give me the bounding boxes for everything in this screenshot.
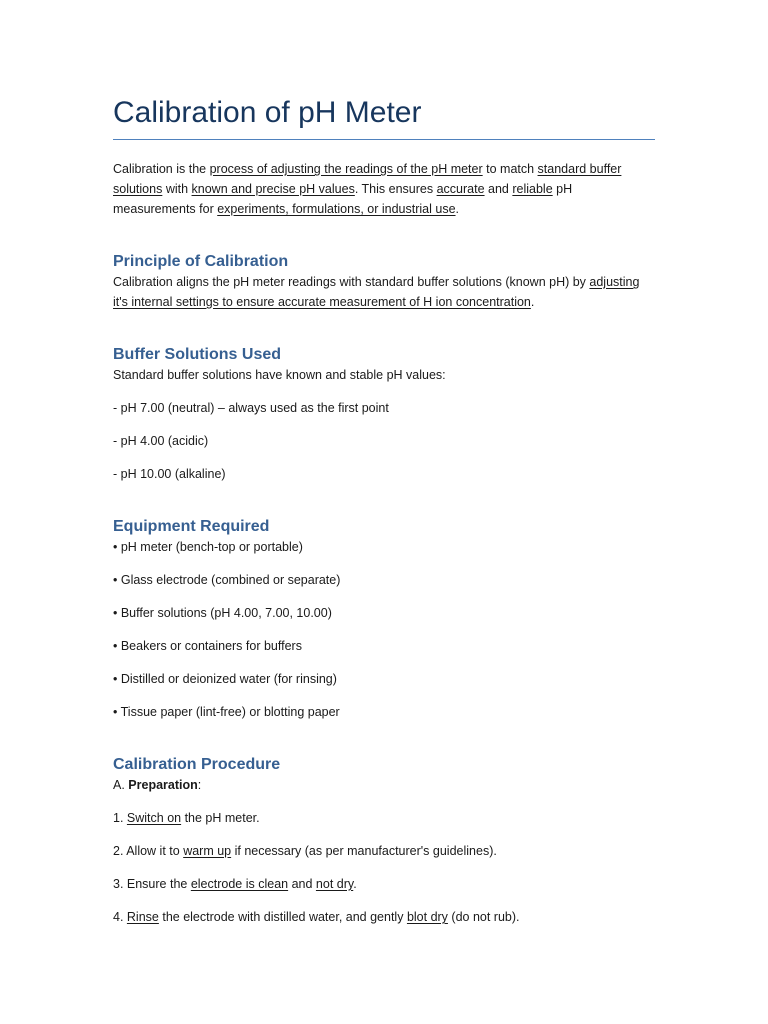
principle-paragraph xyxy=(113,272,655,312)
step3-number: 3. Ensure the xyxy=(113,877,191,891)
buffer-item: - pH 4.00 (acidic) xyxy=(113,434,209,448)
equipment-item: • Distilled or deionized water (for rinsing) xyxy=(113,672,337,686)
buffers-lead: Standard buffer solutions have known and stable pH values: xyxy=(113,368,446,382)
buffers-heading: Buffer Solutions Used xyxy=(113,346,282,363)
intro-underline-2: standard buffer solutions xyxy=(113,162,622,196)
equipment-item: • Beakers or containers for buffers xyxy=(113,639,302,653)
step4-number: 4. xyxy=(113,910,127,924)
intro-text-5: and xyxy=(484,182,513,196)
equipment-item: • Buffer solutions (pH 4.00, 7.00, 10.00) xyxy=(113,606,332,620)
intro-text-6: pH measurements for xyxy=(113,182,573,216)
step4-underline-2: blot dry xyxy=(406,910,448,924)
procedure-sub-prefix: A. xyxy=(113,778,129,792)
intro-text-7: . xyxy=(455,202,460,216)
principle-underline-1: adjusting it's internal settings to ensure accurate measurement of H ion concentration xyxy=(113,275,640,309)
intro-text-4: . This ensures xyxy=(354,182,437,196)
step4-text-1: the electrode with distilled water, and gently xyxy=(158,910,407,924)
step3-text-2: . xyxy=(353,877,357,891)
equipment-item: • Glass electrode (combined or separate) xyxy=(113,573,341,587)
procedure-step-1 xyxy=(113,808,655,828)
procedure-sub-suffix: : xyxy=(197,778,202,792)
buffer-item: - pH 10.00 (alkaline) xyxy=(113,467,226,481)
step3-text-1: and xyxy=(288,877,316,891)
procedure-step-2 xyxy=(113,841,655,861)
step1-text: the pH meter. xyxy=(181,811,260,825)
document-page xyxy=(113,95,655,927)
step2-number: 2. Allow it to xyxy=(113,844,184,858)
intro-text-2: to match xyxy=(482,162,538,176)
equipment-item: • Tissue paper (lint-free) or blotting paper xyxy=(113,705,340,719)
buffer-item: - pH 7.00 (neutral) – always used as the first point xyxy=(113,401,389,415)
intro-paragraph xyxy=(113,159,655,219)
principle-text-2: . xyxy=(530,295,535,309)
procedure-heading: Calibration Procedure xyxy=(113,756,281,773)
step2-text: if necessary (as per manufacturer's guidelines). xyxy=(231,844,497,858)
procedure-step-3 xyxy=(113,874,655,894)
intro-underline-1: process of adjusting the readings of the pH meter xyxy=(209,162,483,176)
intro-underline-3: known and precise pH values xyxy=(191,182,355,196)
intro-text-3: with xyxy=(162,182,192,196)
principle-text-1: Calibration aligns the pH meter readings with standard buffer solutions (known pH) by xyxy=(113,275,590,289)
principle-heading: Principle of Calibration xyxy=(113,253,289,270)
step3-underline-2: not dry xyxy=(315,877,354,891)
page-title: Calibration of pH Meter xyxy=(113,95,655,140)
procedure-sub-bold: Preparation xyxy=(128,778,198,792)
procedure-step-4 xyxy=(113,907,655,927)
intro-underline-4: accurate xyxy=(436,182,485,196)
procedure-subheading xyxy=(113,775,655,795)
equipment-item: • pH meter (bench-top or portable) xyxy=(113,540,303,554)
step3-underline-1: electrode is clean xyxy=(190,877,289,891)
step4-text-2: (do not rub). xyxy=(447,910,520,924)
step4-underline-1: Rinse xyxy=(126,910,159,924)
intro-text-1: Calibration is the xyxy=(113,162,210,176)
intro-underline-6: experiments, formulations, or industrial use xyxy=(217,202,456,216)
step1-underline: Switch on xyxy=(126,811,182,825)
intro-underline-5: reliable xyxy=(512,182,553,196)
step2-underline: warm up xyxy=(183,844,232,858)
equipment-heading: Equipment Required xyxy=(113,518,270,535)
step1-number: 1. xyxy=(113,811,127,825)
